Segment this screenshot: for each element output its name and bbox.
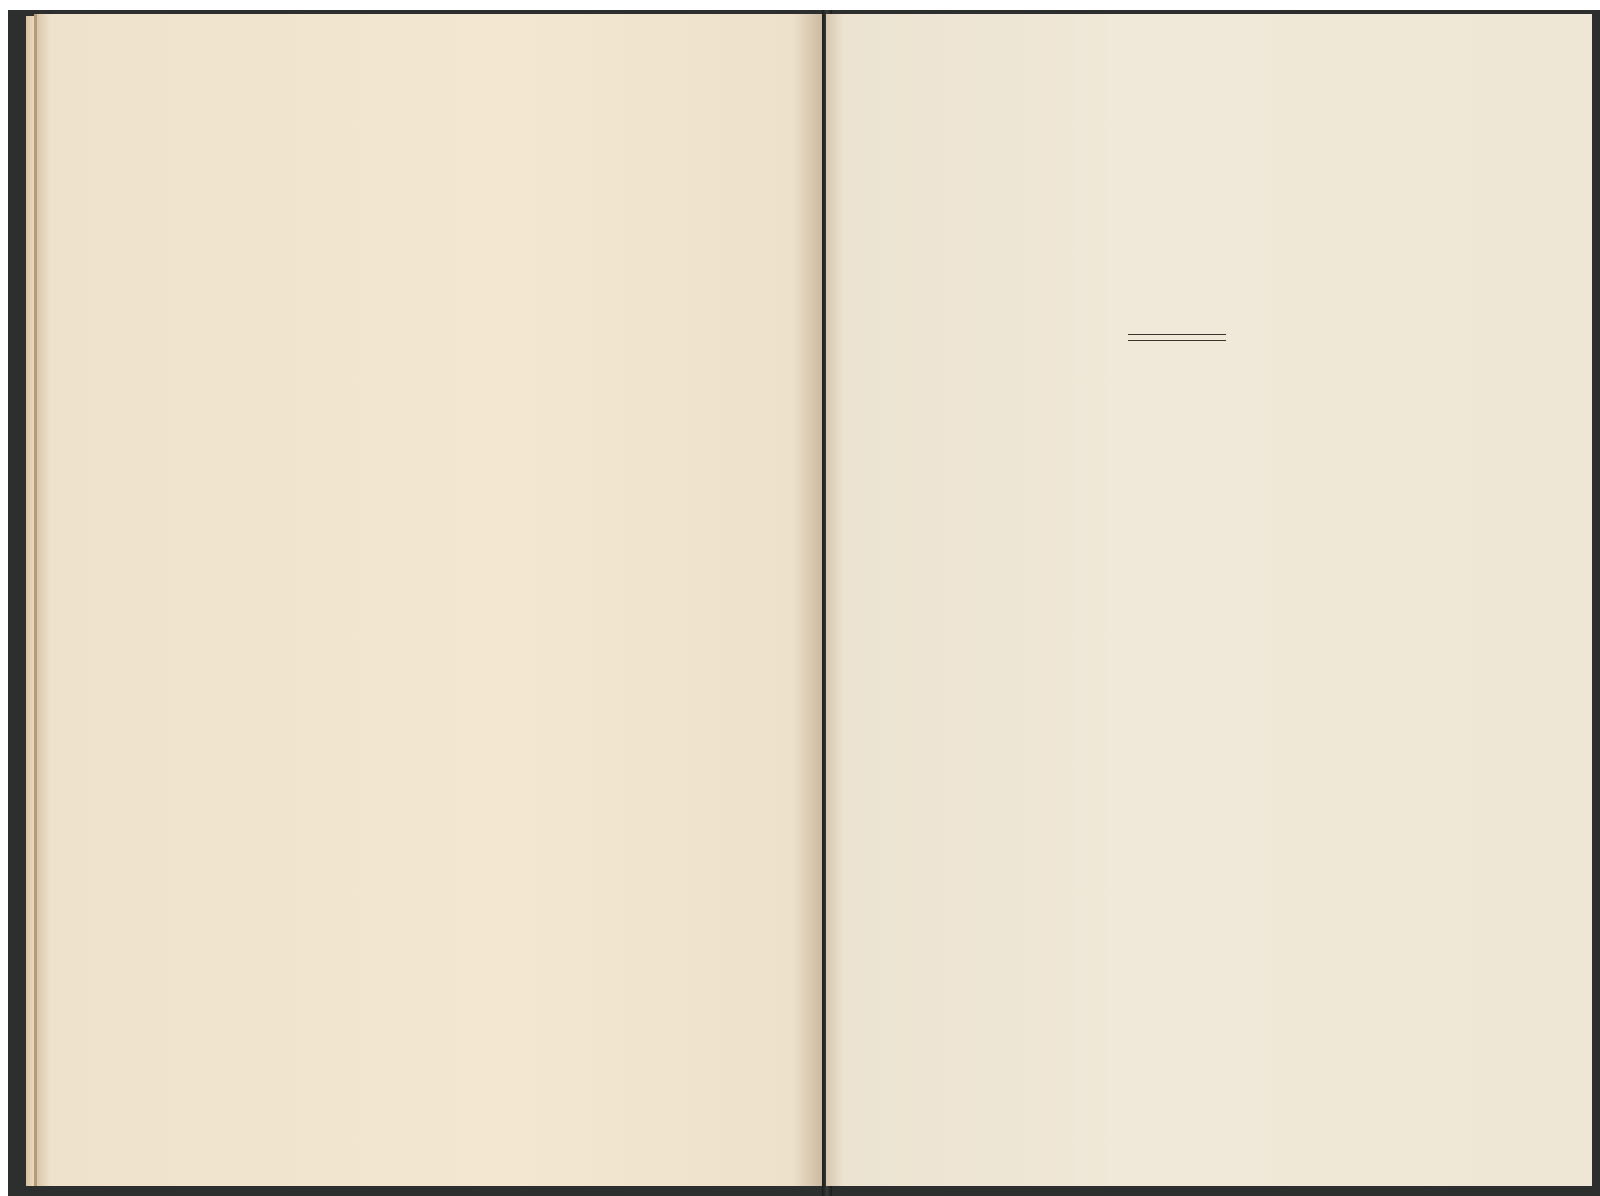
left-page [34,14,824,1186]
title-rule [1128,334,1226,341]
right-page [826,14,1592,1186]
